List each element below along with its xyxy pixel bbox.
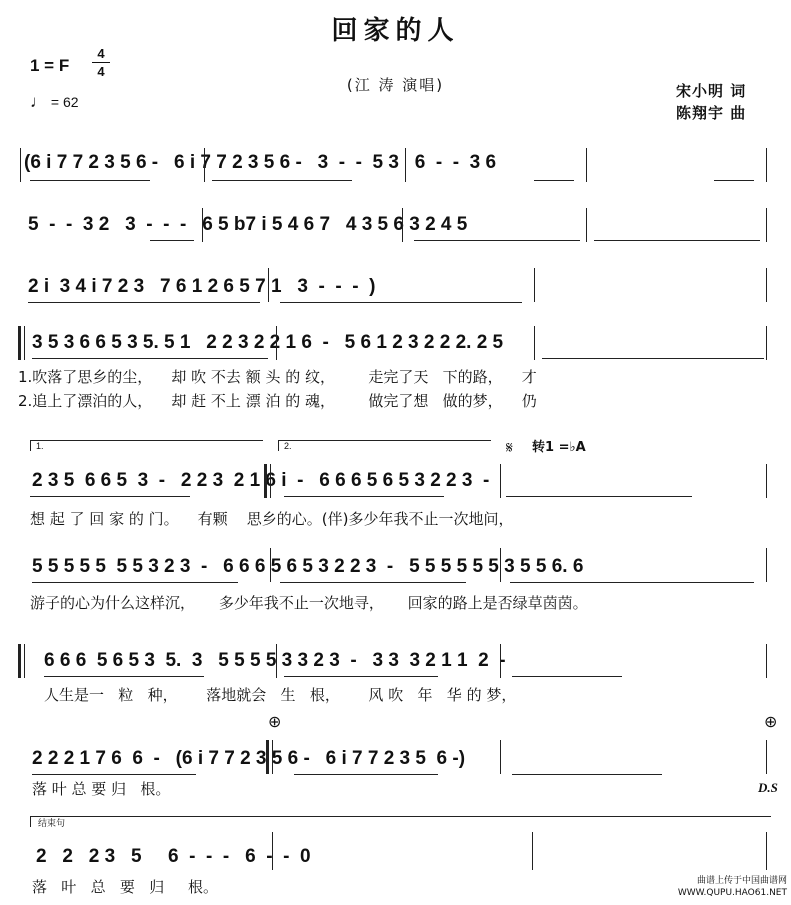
barline [405, 148, 406, 182]
song-title: 回家的人 [331, 16, 460, 46]
barline [500, 548, 501, 582]
lyrics-row-8: 落 叶 总 要 归 根。 [32, 780, 171, 798]
beam [534, 180, 574, 181]
meter-top: 4 [97, 46, 105, 61]
modulation-marking [532, 436, 586, 455]
volta-1-label: 1. [36, 441, 44, 451]
beam [32, 774, 196, 775]
beam [512, 676, 622, 677]
tempo-value: = 62 [50, 94, 79, 110]
lyrics-row-7: 人生是一 粒 种， 落地就会 生 根， 风 吹 年 华 的 梦， [44, 686, 517, 704]
barline [532, 832, 533, 870]
notation-row-1: (6 i 7 7 2 3 5 6 - 6 i 7 7 2 3 5 6 - 3 - - 5 3 6 - - 3 6 [24, 152, 497, 173]
barline [586, 208, 587, 242]
barline [766, 548, 767, 582]
time-signature [90, 46, 112, 79]
beam [510, 582, 754, 583]
beam [714, 180, 754, 181]
performer-subtitle: (江 涛 演唱) [346, 76, 445, 94]
coda-icon: ⊕ [764, 712, 778, 731]
volta-bracket-2 [278, 440, 491, 451]
volta-2-label: 2. [284, 441, 292, 451]
notation-row-5: 2 3 5 6 6 5 3 - 2 2 3 2 1 6 i - 6 6 6 5 6 5 3 2 2 3 - [32, 470, 490, 491]
beam [150, 240, 194, 241]
barline [272, 832, 273, 870]
tempo-marking [30, 92, 79, 112]
barline [402, 208, 403, 242]
barline [766, 208, 767, 242]
barline [270, 548, 271, 582]
beam [512, 774, 662, 775]
beam [280, 302, 522, 303]
key-signature: 1 = F [30, 56, 70, 75]
beam [28, 302, 260, 303]
quarter-note-icon: ♩ [30, 92, 47, 111]
barline [268, 268, 269, 302]
coda-label: 结束句 [38, 819, 66, 829]
beam [284, 496, 444, 497]
repeat-start-barline [18, 326, 21, 360]
notation-row-3: 2 i 3 4 i 7 2 3 7 6 1 2 6 5 7 1 3 - - - ) [28, 276, 376, 297]
beam [594, 240, 760, 241]
meter-bottom: 4 [97, 64, 105, 79]
modulation-label: 转1 = [532, 440, 570, 455]
lyricist-credit: 宋小明 词 [676, 82, 747, 100]
composer-credit: 陈翔宇 曲 [676, 104, 747, 122]
barline [534, 268, 535, 302]
beam [44, 676, 204, 677]
beam [414, 240, 580, 241]
coda-bracket [30, 816, 771, 827]
repeat-end-barline [264, 464, 267, 498]
barline [766, 148, 767, 182]
barline [534, 326, 535, 360]
barline [202, 208, 203, 242]
barline [586, 148, 587, 182]
barline [766, 740, 767, 774]
barline [766, 464, 767, 498]
barline [20, 148, 21, 182]
notation-row-7: 6 6 6 5 6 5 3 5. 3 5 5 5 5 3 3 2 3 - 3 3 3 2 1 1 2 - [44, 650, 506, 671]
lyrics-row-6: 游子的心为什么这样沉， 多少年我不止一次地寻， 回家的路上是否绿草茵茵。 [30, 594, 588, 612]
beam [284, 676, 438, 677]
coda-icon: ⊕ [268, 712, 282, 731]
barline [766, 268, 767, 302]
modulation-key: ♭A [569, 440, 586, 455]
beam [542, 358, 764, 359]
site-watermark [678, 875, 787, 899]
barline [276, 326, 277, 360]
notation-row-2: 5 - - 3 2 3 - - - 6 5 b7 i 5 4 6 7 4 3 5 6 3 2 4 5 [28, 214, 468, 235]
notation-row-9: 2 2 2 3 5 6 - - - 6 - - 0 [36, 846, 311, 867]
barline [766, 644, 767, 678]
barline [766, 326, 767, 360]
beam [294, 774, 438, 775]
barline [24, 644, 25, 678]
beam [212, 180, 352, 181]
beam [30, 496, 190, 497]
barline [270, 464, 271, 498]
beam [32, 582, 238, 583]
barline [272, 740, 273, 774]
beam [506, 496, 692, 497]
dal-segno-marking: D.S [758, 780, 778, 795]
lyrics-row-5: 想 起 了 回 家 的 门。 有颗 思乡的心。(伴)多少年我不止一次地问， [30, 510, 514, 528]
lyrics-verse-1: 1.吹落了思乡的尘， 却 吹 不去 额 头 的 纹， 走完了天 下的路， 才 [18, 368, 537, 386]
volta-bracket-1 [30, 440, 263, 451]
final-barline [766, 832, 767, 870]
beam [30, 180, 150, 181]
segno-icon: 𝄋 [506, 438, 513, 457]
watermark-line-1: 曲谱上传于中国曲谱网 [696, 876, 787, 886]
barline [276, 644, 277, 678]
barline [500, 464, 501, 498]
barline [500, 740, 501, 774]
beam [32, 358, 268, 359]
lyrics-row-9: 落 叶 总 要 归 根。 [32, 878, 219, 896]
watermark-line-2: WWW.QUPU.HAO61.NET [677, 888, 787, 898]
notation-row-6: 5 5 5 5 5 5 5 3 2 3 - 6 6 6 5 6 5 3 2 2 3 - 5 5 5 5 5 5 3 5 5 6. 6 [32, 556, 584, 577]
barline [204, 148, 205, 182]
lyrics-verse-2: 2.追上了漂泊的人， 却 赶 不上 漂 泊 的 魂， 做完了想 做的梦， 仍 [18, 392, 537, 410]
notation-row-8: 2 2 2 1 7 6 6 - (6 i 7 7 2 3 5 6 - 6 i 7 7 2 3 5 6 -) [32, 748, 466, 769]
notation-row-4: 3 5 3 6 6 5 3 5. 5 1 2 2 3 2 2 1 6 - 5 6 1 2 3 2 2 2. 2 5 [32, 332, 504, 353]
beam [280, 582, 466, 583]
repeat-end-barline [266, 740, 269, 774]
barline [24, 326, 25, 360]
repeat-start-barline [18, 644, 21, 678]
barline [500, 644, 501, 678]
